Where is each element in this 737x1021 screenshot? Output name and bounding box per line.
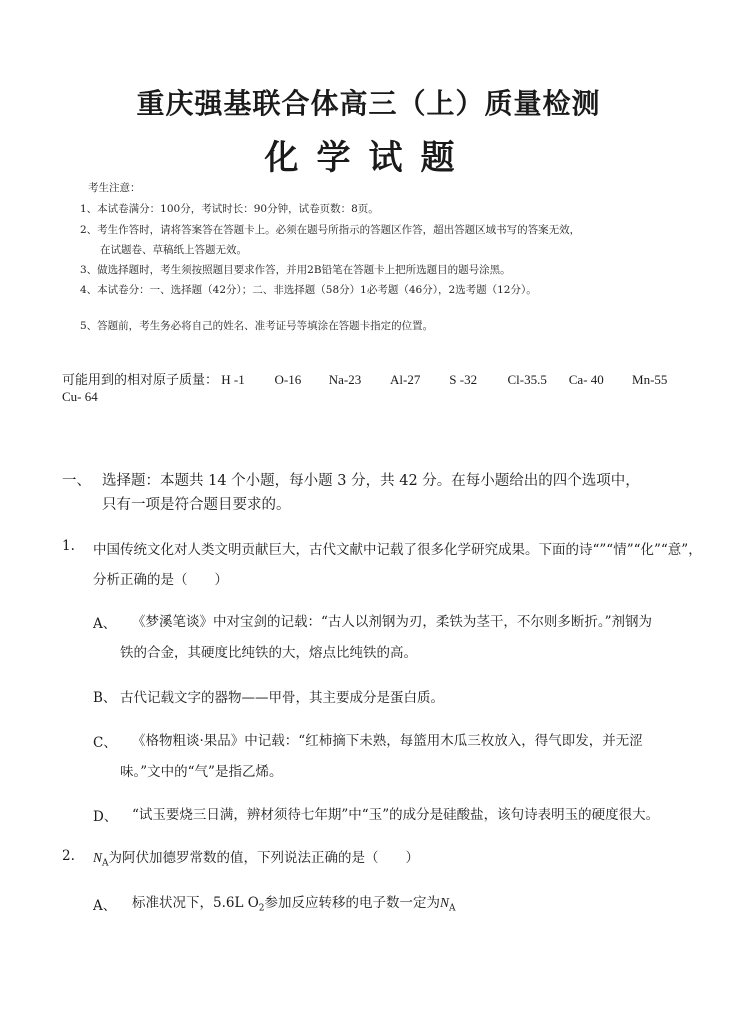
option-a-text-cont: 铁的合金，其硬度比纯铁的大，熔点比纯铁的高。 — [120, 645, 417, 661]
option-a-text-part: 标准状况下，5.6L O — [132, 895, 259, 911]
option-a-text: 《梦溪笔谈》中对宝剑的记载：“古人以剂钢为刃，柔铁为茎干，不尔则多断折。”剂钢为 — [132, 614, 653, 630]
atomic-masses-row — [62, 369, 667, 388]
option-a-label: A、 — [93, 616, 117, 632]
option-a-label: A、 — [93, 898, 117, 914]
mass-value: Mn-55 — [632, 372, 668, 387]
option-d-text: “试玉要烧三日满，辨材须待七年期”中“玉”的成分是硅酸盐，该句诗表明玉的硬度很大。 — [132, 807, 660, 823]
oxygen-subscript: 2 — [258, 903, 265, 914]
mass-value: Al-27 — [390, 372, 421, 387]
exam-title: 重庆强基联合体高三（上）质量检测 — [136, 87, 601, 120]
option-c-text: 《格物粗谈·果品》中记载：“红柿摘下未熟，每篮用木瓜三枚放入，得气即发，并无涩 — [132, 733, 643, 749]
notice-item-2: 2、考生作答时，请将答案答在答题卡上。必须在题号所指示的答题区作答，超出答题区域书写的答案无效， — [80, 224, 581, 236]
notice-label: 考生注意： — [88, 182, 141, 194]
question-stem-cont: 分析正确的是（ ） — [93, 572, 228, 588]
section-number: 一、 — [62, 473, 91, 489]
question-number: 2. — [62, 848, 75, 864]
notice-item-5: 5、答题前，考生务必将自己的姓名、准考证号等填涂在答题卡指定的位置。 — [80, 320, 434, 332]
notice-item-4: 4、本试卷分：一、选择题（42分）；二、非选择题（58分）1必考题（46分），2选考题（12分）。 — [80, 284, 537, 296]
avogadro-symbol: N — [440, 895, 450, 910]
avogadro-subscript: A — [102, 858, 109, 869]
question-stem-text: 为阿伏加德罗常数的值，下列说法正确的是（ ） — [108, 850, 420, 866]
atomic-masses-continued: Cu- 64 — [62, 389, 98, 404]
option-b-label: B、 — [93, 690, 117, 706]
question-stem: 中国传统文化对人类文明贡献巨大，古代文献中记载了很多化学研究成果。下面的诗“”“情”“化”“意”， — [93, 542, 702, 558]
option-c-label: C、 — [93, 735, 117, 751]
option-b-text: 古代记载文字的器物——甲骨，其主要成分是蛋白质。 — [120, 690, 444, 706]
mass-value: Ca- 40 — [568, 372, 604, 387]
atomic-masses-label: 可能用到的相对原子质量： — [62, 372, 219, 387]
mass-value: S -32 — [449, 372, 478, 387]
option-d-label: D、 — [93, 809, 118, 825]
section-heading-cont: 只有一项是符合题目要求的。 — [102, 497, 291, 513]
avogadro-subscript: A — [449, 903, 456, 914]
question-number: 1. — [62, 538, 75, 554]
question-stem — [93, 846, 419, 869]
option-a-text — [132, 891, 456, 914]
option-c-text-cont: 味。”文中的“气”是指乙烯。 — [120, 764, 283, 780]
notice-item-3: 3、做选择题时，考生须按照题目要求作答，并用2B铅笔在答题卡上把所选题目的题号涂黑。 — [80, 264, 511, 276]
mass-value: Cl-35.5 — [507, 372, 547, 387]
notice-item-2-cont: 在试题卷、草稿纸上答题无效。 — [100, 244, 247, 256]
mass-value: Na-23 — [328, 372, 362, 387]
mass-value: H -1 — [221, 372, 245, 387]
section-heading: 选择题：本题共 14 个小题，每小题 3 分，共 42 分。在每小题给出的四个选项中， — [102, 473, 640, 489]
mass-value: O-16 — [274, 372, 302, 387]
avogadro-symbol: N — [93, 850, 103, 865]
option-a-text-part: 参加反应转移的电子数一定为 — [264, 895, 441, 911]
notice-item-1: 1、本试卷满分：100分，考试时长：90分钟，试卷页数：8页。 — [80, 203, 379, 215]
subject-title: 化学试题 — [264, 138, 473, 178]
